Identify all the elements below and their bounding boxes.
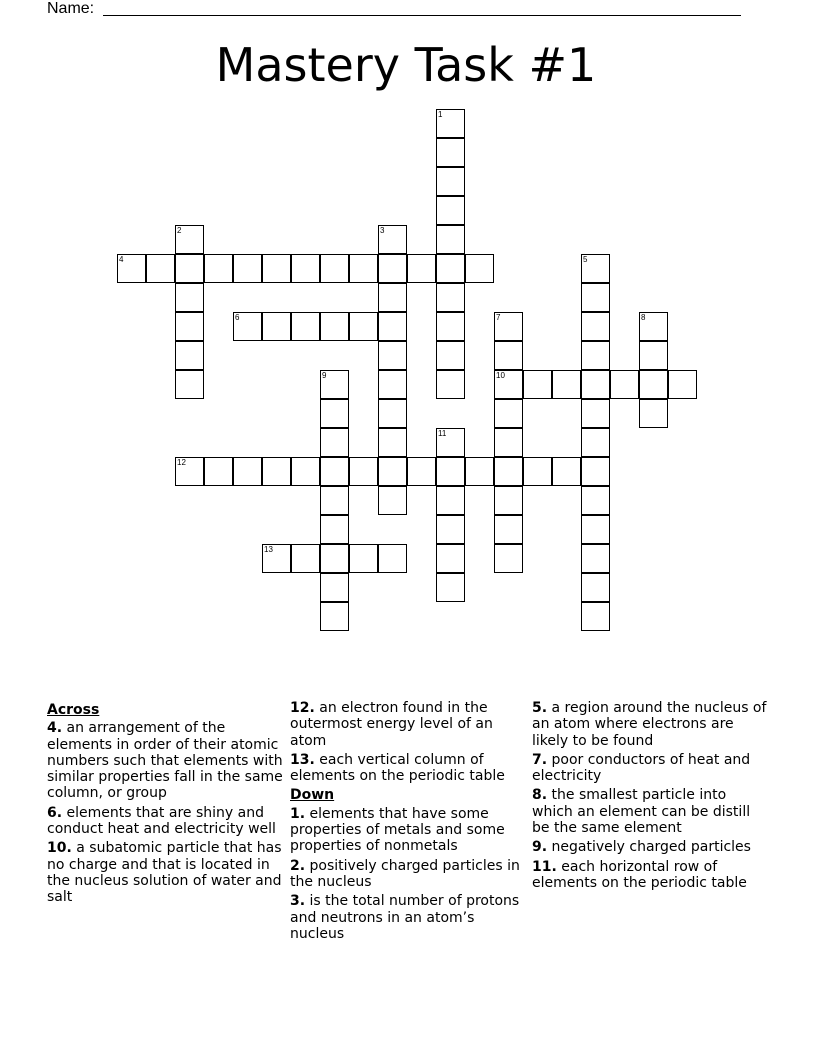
crossword-cell[interactable] bbox=[581, 370, 610, 399]
crossword-cell[interactable] bbox=[494, 486, 523, 515]
crossword-cell[interactable] bbox=[262, 312, 291, 341]
crossword-cell[interactable] bbox=[639, 370, 668, 399]
crossword-cell[interactable] bbox=[581, 312, 610, 341]
crossword-cell[interactable] bbox=[320, 544, 349, 573]
crossword-cell[interactable] bbox=[581, 428, 610, 457]
crossword-cell[interactable] bbox=[320, 486, 349, 515]
clue-across-4: 4. an arrangement of the elements in order of their atomic numbers such that elements with similar properties fall in the same column, or group bbox=[47, 720, 283, 802]
crossword-cell[interactable] bbox=[639, 312, 668, 341]
crossword-cell[interactable] bbox=[291, 312, 320, 341]
crossword-cell[interactable] bbox=[175, 457, 204, 486]
name-label: Name: bbox=[47, 0, 95, 17]
crossword-cell[interactable] bbox=[175, 283, 204, 312]
crossword-cell[interactable] bbox=[117, 254, 146, 283]
crossword-cell[interactable] bbox=[552, 457, 581, 486]
crossword-cell[interactable] bbox=[494, 341, 523, 370]
crossword-cell[interactable] bbox=[581, 457, 610, 486]
crossword-cell[interactable] bbox=[436, 573, 465, 602]
crossword-cell[interactable] bbox=[407, 254, 436, 283]
clue-down-2: 2. positively charged particles in the nucleus bbox=[290, 857, 520, 890]
clue-down-7: 7. poor conductors of heat and electricity bbox=[532, 751, 751, 785]
clue-across-6: 6. elements that are shiny and conduct heat and electricity well bbox=[47, 804, 276, 838]
crossword-cell[interactable] bbox=[262, 544, 291, 573]
cell-number: 13 bbox=[264, 545, 273, 554]
crossword-cell[interactable] bbox=[494, 515, 523, 544]
crossword-cell[interactable] bbox=[233, 457, 262, 486]
crossword-cell[interactable] bbox=[349, 457, 378, 486]
cell-number: 12 bbox=[177, 458, 186, 467]
crossword-cell[interactable] bbox=[581, 486, 610, 515]
clue-column-3 bbox=[532, 700, 768, 894]
crossword-cell[interactable] bbox=[262, 254, 291, 283]
crossword-cell[interactable] bbox=[262, 457, 291, 486]
crossword-cell[interactable] bbox=[494, 370, 523, 399]
crossword-cell[interactable] bbox=[436, 283, 465, 312]
clue-down-11: 11. each horizontal row of elements on the periodic table bbox=[532, 858, 747, 891]
clue-down-5: 5. a region around the nucleus of an atom where electrons are likely to be found bbox=[532, 700, 767, 749]
crossword-cell[interactable] bbox=[378, 225, 407, 254]
crossword-cell[interactable] bbox=[668, 370, 697, 399]
crossword-cell[interactable] bbox=[378, 341, 407, 370]
crossword-cell[interactable] bbox=[523, 370, 552, 399]
crossword-cell[interactable] bbox=[494, 544, 523, 573]
crossword-cell[interactable] bbox=[436, 341, 465, 370]
crossword-cell[interactable] bbox=[291, 457, 320, 486]
crossword-cell[interactable] bbox=[436, 312, 465, 341]
crossword-cell[interactable] bbox=[146, 254, 175, 283]
crossword-cell[interactable] bbox=[581, 254, 610, 283]
crossword-cell[interactable] bbox=[436, 138, 465, 167]
crossword-cell[interactable] bbox=[378, 254, 407, 283]
crossword-cell[interactable] bbox=[233, 254, 262, 283]
crossword-cell[interactable] bbox=[320, 254, 349, 283]
crossword-cell[interactable] bbox=[204, 254, 233, 283]
crossword-cell[interactable] bbox=[175, 312, 204, 341]
crossword-cell[interactable] bbox=[175, 370, 204, 399]
crossword-cell[interactable] bbox=[320, 399, 349, 428]
crossword-cell[interactable] bbox=[436, 544, 465, 573]
cell-number: 11 bbox=[438, 429, 447, 438]
crossword-cell[interactable] bbox=[378, 428, 407, 457]
cell-number: 6 bbox=[235, 313, 240, 322]
across-heading: Across bbox=[47, 702, 100, 718]
crossword-cell[interactable] bbox=[436, 428, 465, 457]
crossword-cell[interactable] bbox=[291, 544, 320, 573]
cell-number: 8 bbox=[641, 313, 646, 322]
crossword-cell[interactable] bbox=[494, 457, 523, 486]
crossword-cell[interactable] bbox=[291, 254, 320, 283]
crossword-cell[interactable] bbox=[465, 457, 494, 486]
crossword-cell[interactable] bbox=[436, 225, 465, 254]
cell-number: 2 bbox=[177, 226, 182, 235]
cell-number: 10 bbox=[496, 371, 505, 380]
crossword-cell[interactable] bbox=[523, 457, 552, 486]
crossword-cell[interactable] bbox=[204, 457, 233, 486]
clue-down-8: 8. the smallest particle into which an element can be distill be the same element bbox=[532, 787, 751, 837]
clue-column-2 bbox=[290, 700, 526, 945]
clue-down-9: 9. negatively charged particles bbox=[532, 839, 751, 856]
clue-down-3: 3. is the total number of protons and neutrons in an atom’s nucleus bbox=[290, 893, 520, 942]
crossword-cell[interactable] bbox=[349, 254, 378, 283]
clue-across-12: 12. an electron found in the outermost energy level of an atom bbox=[290, 700, 493, 749]
crossword-cell[interactable] bbox=[581, 602, 610, 631]
crossword-cell[interactable] bbox=[175, 225, 204, 254]
crossword-cell[interactable] bbox=[320, 457, 349, 486]
crossword-cell[interactable] bbox=[233, 312, 262, 341]
crossword-cell[interactable] bbox=[378, 544, 407, 573]
crossword-cell[interactable] bbox=[320, 312, 349, 341]
crossword-cell[interactable] bbox=[552, 370, 581, 399]
crossword-cell[interactable] bbox=[175, 254, 204, 283]
crossword-cell[interactable] bbox=[581, 573, 610, 602]
crossword-cell[interactable] bbox=[610, 370, 639, 399]
cell-number: 3 bbox=[380, 226, 385, 235]
crossword-cell[interactable] bbox=[349, 544, 378, 573]
crossword-cell[interactable] bbox=[436, 167, 465, 196]
crossword-cell[interactable] bbox=[465, 254, 494, 283]
crossword-cell[interactable] bbox=[320, 602, 349, 631]
page-title: Mastery Task #1 bbox=[215, 38, 597, 92]
crossword-cell[interactable] bbox=[639, 399, 668, 428]
crossword-cell[interactable] bbox=[378, 399, 407, 428]
crossword-cell[interactable] bbox=[436, 109, 465, 138]
cell-number: 9 bbox=[322, 371, 327, 380]
crossword-cell[interactable] bbox=[494, 399, 523, 428]
crossword-cell[interactable] bbox=[407, 457, 436, 486]
cell-number: 4 bbox=[119, 255, 124, 264]
clue-down-1: 1. elements that have some properties of metals and some properties of nonmetals bbox=[290, 805, 505, 855]
clue-across-10: 10. a subatomic particle that has no charge and that is located in the nucleus solution of water and salt bbox=[47, 840, 282, 906]
crossword-cell[interactable] bbox=[436, 486, 465, 515]
cell-number: 1 bbox=[438, 110, 443, 119]
cell-number: 5 bbox=[583, 255, 588, 264]
crossword-cell[interactable] bbox=[581, 544, 610, 573]
cell-number: 7 bbox=[496, 313, 501, 322]
clue-column-1 bbox=[47, 700, 283, 909]
crossword-cell[interactable] bbox=[378, 370, 407, 399]
crossword-cell[interactable] bbox=[349, 312, 378, 341]
crossword-cell[interactable] bbox=[378, 283, 407, 312]
crossword-cell[interactable] bbox=[378, 457, 407, 486]
crossword-cell[interactable] bbox=[320, 428, 349, 457]
clue-across-13: 13. each vertical column of elements on the periodic table bbox=[290, 751, 505, 785]
crossword-cell[interactable] bbox=[581, 283, 610, 312]
crossword-cell[interactable] bbox=[494, 312, 523, 341]
crossword-cell[interactable] bbox=[175, 341, 204, 370]
crossword-cell[interactable] bbox=[320, 573, 349, 602]
down-heading: Down bbox=[290, 787, 335, 804]
crossword-cell[interactable] bbox=[436, 254, 465, 283]
crossword-cell[interactable] bbox=[378, 312, 407, 341]
crossword-cell[interactable] bbox=[320, 370, 349, 399]
crossword-cell[interactable] bbox=[581, 399, 610, 428]
crossword-cell[interactable] bbox=[581, 341, 610, 370]
crossword-cell[interactable] bbox=[436, 370, 465, 399]
crossword-cell[interactable] bbox=[320, 515, 349, 544]
crossword-cell[interactable] bbox=[436, 196, 465, 225]
crossword-cell[interactable] bbox=[378, 486, 407, 515]
crossword-cell[interactable] bbox=[436, 515, 465, 544]
crossword-cell[interactable] bbox=[639, 341, 668, 370]
crossword-cell[interactable] bbox=[494, 428, 523, 457]
crossword-cell[interactable] bbox=[436, 457, 465, 486]
crossword-cell[interactable] bbox=[581, 515, 610, 544]
